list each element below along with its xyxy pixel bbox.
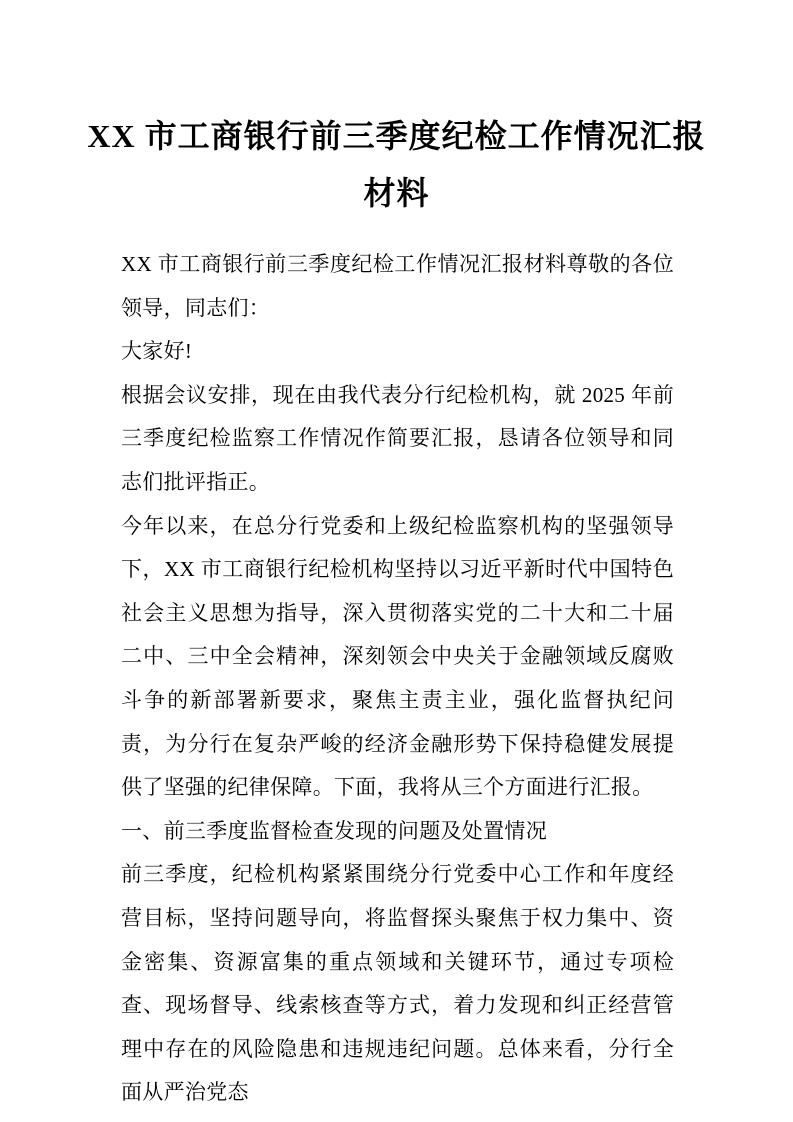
- paragraph-greeting: 大家好!: [121, 339, 193, 364]
- title-line-1: XX 市工商银行前三季度纪检工作情况汇报: [87, 118, 706, 154]
- document-body: [121, 243, 674, 1115]
- paragraph-opening: 根据会议安排，现在由我代表分行纪检机构，就 2025 年前三季度纪检监察工作情况作简要汇报，恳请各位领导和同志们批评指正。: [121, 382, 674, 494]
- paragraph-overview: 今年以来，在总分行党委和上级纪检监察机构的坚强领导下，XX 市工商银行纪检机构坚持以习近平新时代中国特色社会主义思想为指导，深入贯彻落实党的二十大和二十届二中、三中全会精神，深刻领会中央关于金融领域反腐败斗争的新部署新要求，聚焦主责主业，强化监督执纪问责，为分行在复杂严峻的经济金融形势下保持稳健发展提供了坚强的纪律保障。下面，我将从三个方面进行汇报。: [121, 513, 674, 800]
- paragraph-section-1-body: 前三季度，纪检机构紧紧围绕分行党委中心工作和年度经营目标，坚持问题导向，将监督探头聚焦于权力集中、资金密集、资源富集的重点领域和关键环节，通过专项检查、现场督导、线索核查等方式，着力发现和纠正经营管理中存在的风险隐患和违规违纪问题。总体来看，分行全面从严治党态: [121, 862, 674, 1105]
- title-line-2: 材料: [363, 175, 430, 211]
- section-heading-1: 一、前三季度监督检查发现的问题及处置情况: [121, 818, 547, 843]
- document-title: [0, 108, 793, 222]
- paragraph-salutation: XX 市工商银行前三季度纪检工作情况汇报材料尊敬的各位领导，同志们：: [121, 252, 674, 320]
